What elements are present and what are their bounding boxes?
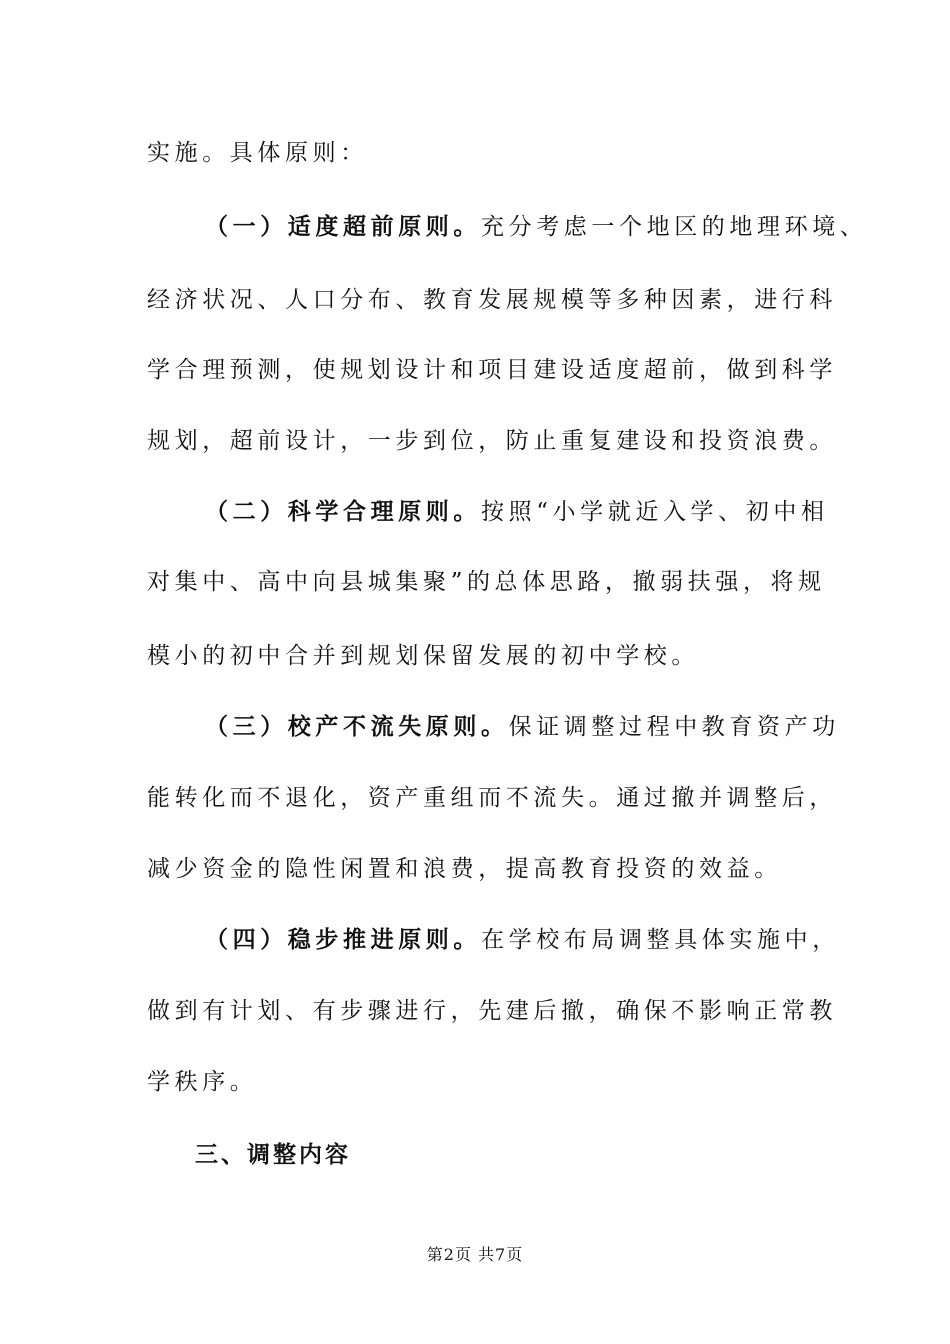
text-line: 能转化而不退化，资产重组而不流失。通过撤并调整后， bbox=[147, 785, 837, 811]
text-line: 做到有计划、有步骤进行，先建后撤，确保不影响正常教 bbox=[147, 998, 837, 1024]
principle-2-text: 按照“小学就近入学、初中相 bbox=[481, 499, 829, 525]
text-line: 模小的初中合并到规划保留发展的初中学校。 bbox=[147, 643, 699, 669]
text-line: 学秩序。 bbox=[147, 1069, 258, 1095]
principle-2-title: （二）科学合理原则。 bbox=[205, 499, 481, 525]
page-footer: 第2页 共7页 bbox=[426, 1245, 524, 1264]
text-line: 规划，超前设计，一步到位，防止重复建设和投资浪费。 bbox=[147, 428, 837, 454]
principle-2 bbox=[205, 497, 885, 527]
text-line: 减少资金的隐性闲置和浪费，提高教育投资的效益。 bbox=[147, 856, 782, 882]
principle-4-title: （四）稳步推进原则。 bbox=[205, 927, 481, 953]
principle-1 bbox=[205, 212, 885, 242]
text-line: 实施。具体原则： bbox=[147, 140, 368, 166]
section-heading: 三、调整内容 bbox=[195, 1142, 351, 1168]
principle-1-title: （一）适度超前原则。 bbox=[205, 214, 481, 240]
principle-1-text: 充分考虑一个地区的地理环境、 bbox=[481, 214, 868, 240]
text-line: 对集中、高中向县城集聚”的总体思路，撤弱扶强，将规 bbox=[147, 569, 826, 595]
text-line: 经济状况、人口分布、教育发展规模等多种因素，进行科 bbox=[147, 287, 837, 313]
text-line: 学合理预测，使规划设计和项目建设适度超前，做到科学 bbox=[147, 357, 837, 383]
principle-4-text: 在学校布局调整具体实施中， bbox=[481, 927, 840, 953]
principle-3 bbox=[205, 712, 885, 742]
principle-4 bbox=[205, 925, 885, 955]
principle-3-text: 保证调整过程中教育资产功 bbox=[508, 714, 840, 740]
principle-3-title: （三）校产不流失原则。 bbox=[205, 714, 509, 740]
